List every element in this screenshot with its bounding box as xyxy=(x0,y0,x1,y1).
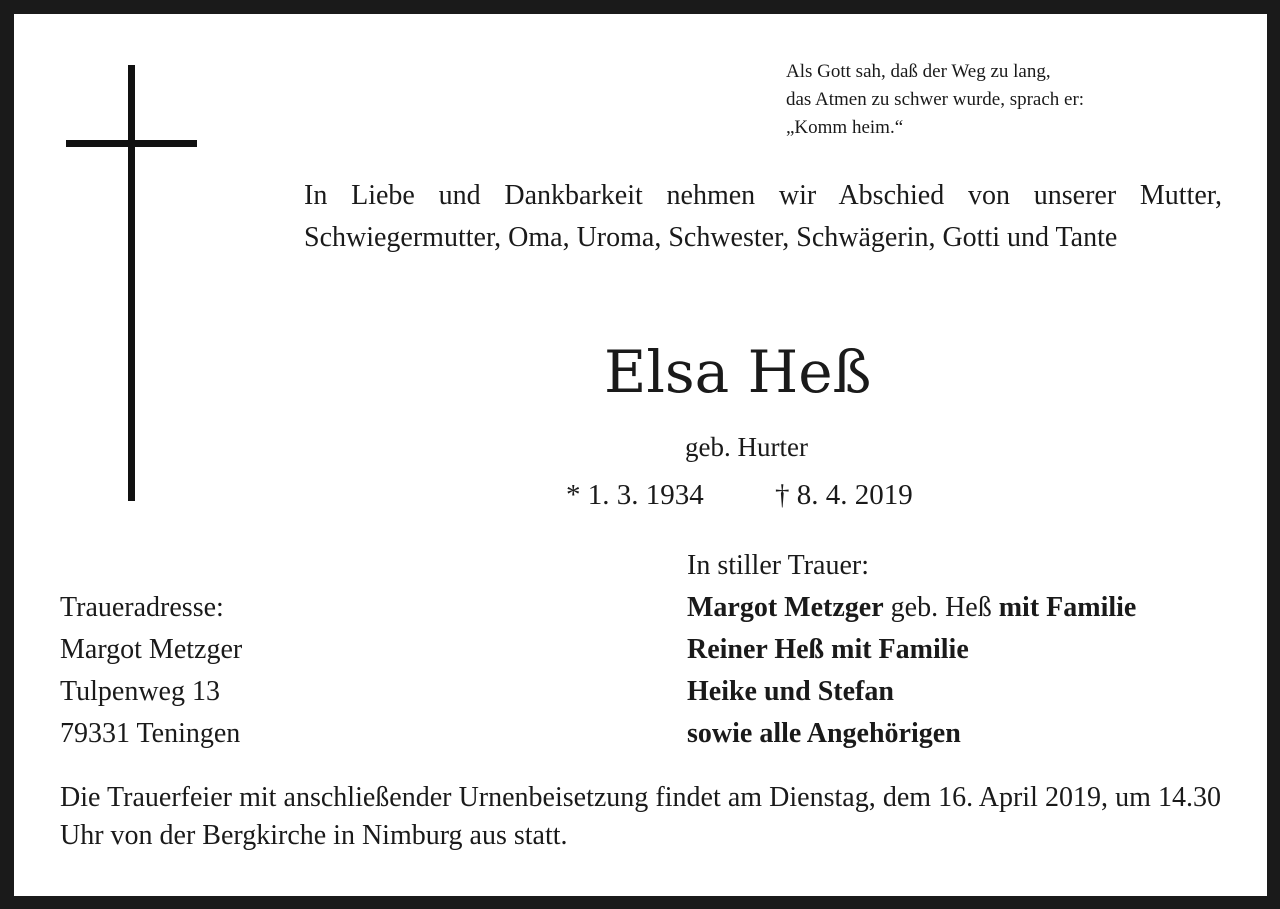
birth-name: geb. Hurter xyxy=(685,432,808,462)
address-city: 79331 Teningen xyxy=(60,718,241,749)
quote-line: „Komm heim.“ xyxy=(786,117,904,138)
cross-horizontal-bar xyxy=(66,140,197,147)
address-name: Margot Metzger xyxy=(60,634,243,665)
mourners-heading: In stiller Trauer: xyxy=(687,550,869,581)
mourner-line xyxy=(687,587,1136,629)
obituary-card xyxy=(14,14,1267,896)
mourner-line: sowie alle Angehörigen xyxy=(687,718,961,749)
quote-line: Als Gott sah, daß der Weg zu lang, xyxy=(786,61,1051,82)
mourning-address xyxy=(60,587,242,755)
birth-date: * 1. 3. 1934 xyxy=(566,479,704,511)
cross-vertical-bar xyxy=(128,65,135,501)
intro-text: In Liebe und Dankbarkeit nehmen wir Abschied von unserer Mutter, Schwiegermutter, Oma, Uroma, Schwester, Schwägerin, Gotti und Tante xyxy=(304,180,1222,253)
service-notice: Die Trauerfeier mit anschließender Urnenbeisetzung findet am Dienstag, dem 16. April 2019, um 14.30 Uhr von der Bergkirche in Nimburg aus statt. xyxy=(60,782,1221,851)
mourner-line: Heike und Stefan xyxy=(687,676,894,707)
mourners-block xyxy=(687,545,1136,755)
deceased-name: Elsa Heß xyxy=(604,338,872,406)
address-street: Tulpenweg 13 xyxy=(60,676,220,707)
quote-block xyxy=(786,58,1084,142)
mourner-suffix: mit Familie xyxy=(998,592,1137,623)
death-date: † 8. 4. 2019 xyxy=(775,479,913,511)
quote-line: das Atmen zu schwer wurde, sprach er: xyxy=(786,89,1085,110)
address-label: Traueradresse: xyxy=(60,592,224,623)
mourner-birth-name: geb. Heß xyxy=(890,592,992,623)
mourner-name: Margot Metzger xyxy=(687,592,884,623)
life-dates xyxy=(566,475,913,515)
mourner-line: Reiner Heß mit Familie xyxy=(687,634,969,665)
